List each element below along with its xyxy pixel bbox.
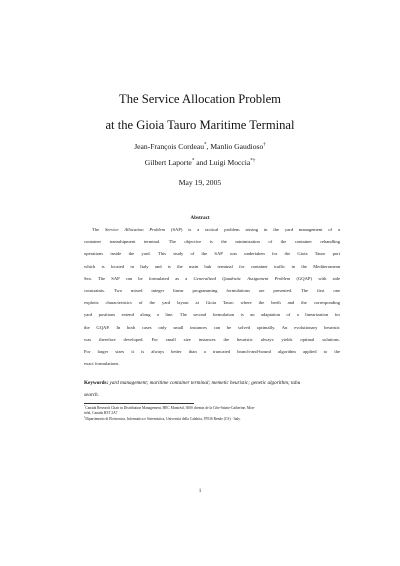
footnote-1-cont: tréal, Canada H3T 2A7 <box>84 411 118 416</box>
author-laporte: Gilbert Laporte <box>144 158 192 167</box>
abstract-line: container transshipment terminal. The objective is the minimization of the container rehandling <box>84 239 340 245</box>
abstract-line: yard positions extend along a line. The second formulation is an adaptation of a linearization for <box>84 312 340 318</box>
abstract-body <box>84 224 340 370</box>
abstract-line: exploits characteristics of the yard layout at Gioia Tauro where the berth and the corresponding <box>84 300 340 306</box>
keywords <box>84 378 340 401</box>
abstract-line-the: The <box>92 227 106 232</box>
abstract-line-5-rest: (GQAP) with side <box>290 275 340 281</box>
footnotes <box>84 406 340 422</box>
abstract-line <box>84 224 340 236</box>
author-gaudioso-mark: † <box>263 142 266 148</box>
abstract-line: was therefore developed. For small size instances the heuristic always yields optimal solutions. <box>84 336 340 342</box>
abstract-term-gqap: Generalized Quadratic Assignment Problem <box>193 275 291 281</box>
author-cordeau: Jean-François Cordeau <box>134 142 205 151</box>
abstract-line: which is located in Italy and is the main hub terminal for container traffic in the Mediterranean <box>84 263 340 269</box>
paper-date: May 19, 2005 <box>178 178 222 187</box>
author-laporte-mark: * <box>191 158 195 164</box>
footnote-rule <box>84 403 194 404</box>
authors-line-2 <box>0 158 400 167</box>
footnote-2-mark: † <box>84 415 86 419</box>
abstract-line: operations inside the yard. This study of the SAP was undertaken for the Gioia Tauro port <box>84 251 340 257</box>
abstract-line: exact formulations. <box>84 361 120 367</box>
keywords-text: yard management; maritime container terminal; memetic heuristic; genetic algorithm; tabu <box>109 380 301 386</box>
abstract-line: constraints. Two mixed integer linear programming formulations are presented. The first one <box>84 287 340 293</box>
page-number: 1 <box>198 488 202 494</box>
author-moccia-mark: *† <box>250 158 256 164</box>
footnote-2 <box>84 417 340 422</box>
abstract-line-5-start: Sea. The SAP can be formulated as a <box>84 275 194 281</box>
abstract-line: the GQAP. In both cases only small instances can be solved optimally. An evolutionary heuristic <box>84 324 340 330</box>
abstract-term-sap: Service Allocation Problem <box>105 227 166 232</box>
keywords-label: Keywords: <box>84 380 109 386</box>
author-gaudioso: Manlio Gaudioso <box>210 142 264 151</box>
abstract-heading: Abstract <box>190 215 210 221</box>
authors-line-1 <box>0 142 400 151</box>
title-line-1: The Service Allocation Problem <box>119 92 281 106</box>
abstract-line: For larger sizes it is always better than a truncated branch-and-bound algorithm applied to the <box>84 348 340 354</box>
abstract-line <box>84 273 340 285</box>
author-and: and <box>196 158 208 167</box>
author-separator: , <box>206 142 209 151</box>
abstract-line-1-rest: (SAP) is a tactical problem arising in the yard management of a <box>165 227 340 232</box>
footnote-1-mark: * <box>84 404 86 408</box>
author-cordeau-mark: * <box>204 142 207 148</box>
footnote-2-text: Dipartimento di Elettronica, Informatica e Sistemistica, Università della Calabria, 87036 Rende (CS) - Italy. <box>85 416 241 421</box>
footnote-1-text: Canada Research Chair in Distribution Management, HEC Montréal, 3000 chemin de la Côte-Sainte-Catherine, Mon- <box>85 406 255 410</box>
keywords-text-cont: search. <box>84 391 99 398</box>
title-line-2: at the Gioia Tauro Maritime Terminal <box>105 118 295 132</box>
author-moccia: Luigi Moccia <box>209 158 251 167</box>
